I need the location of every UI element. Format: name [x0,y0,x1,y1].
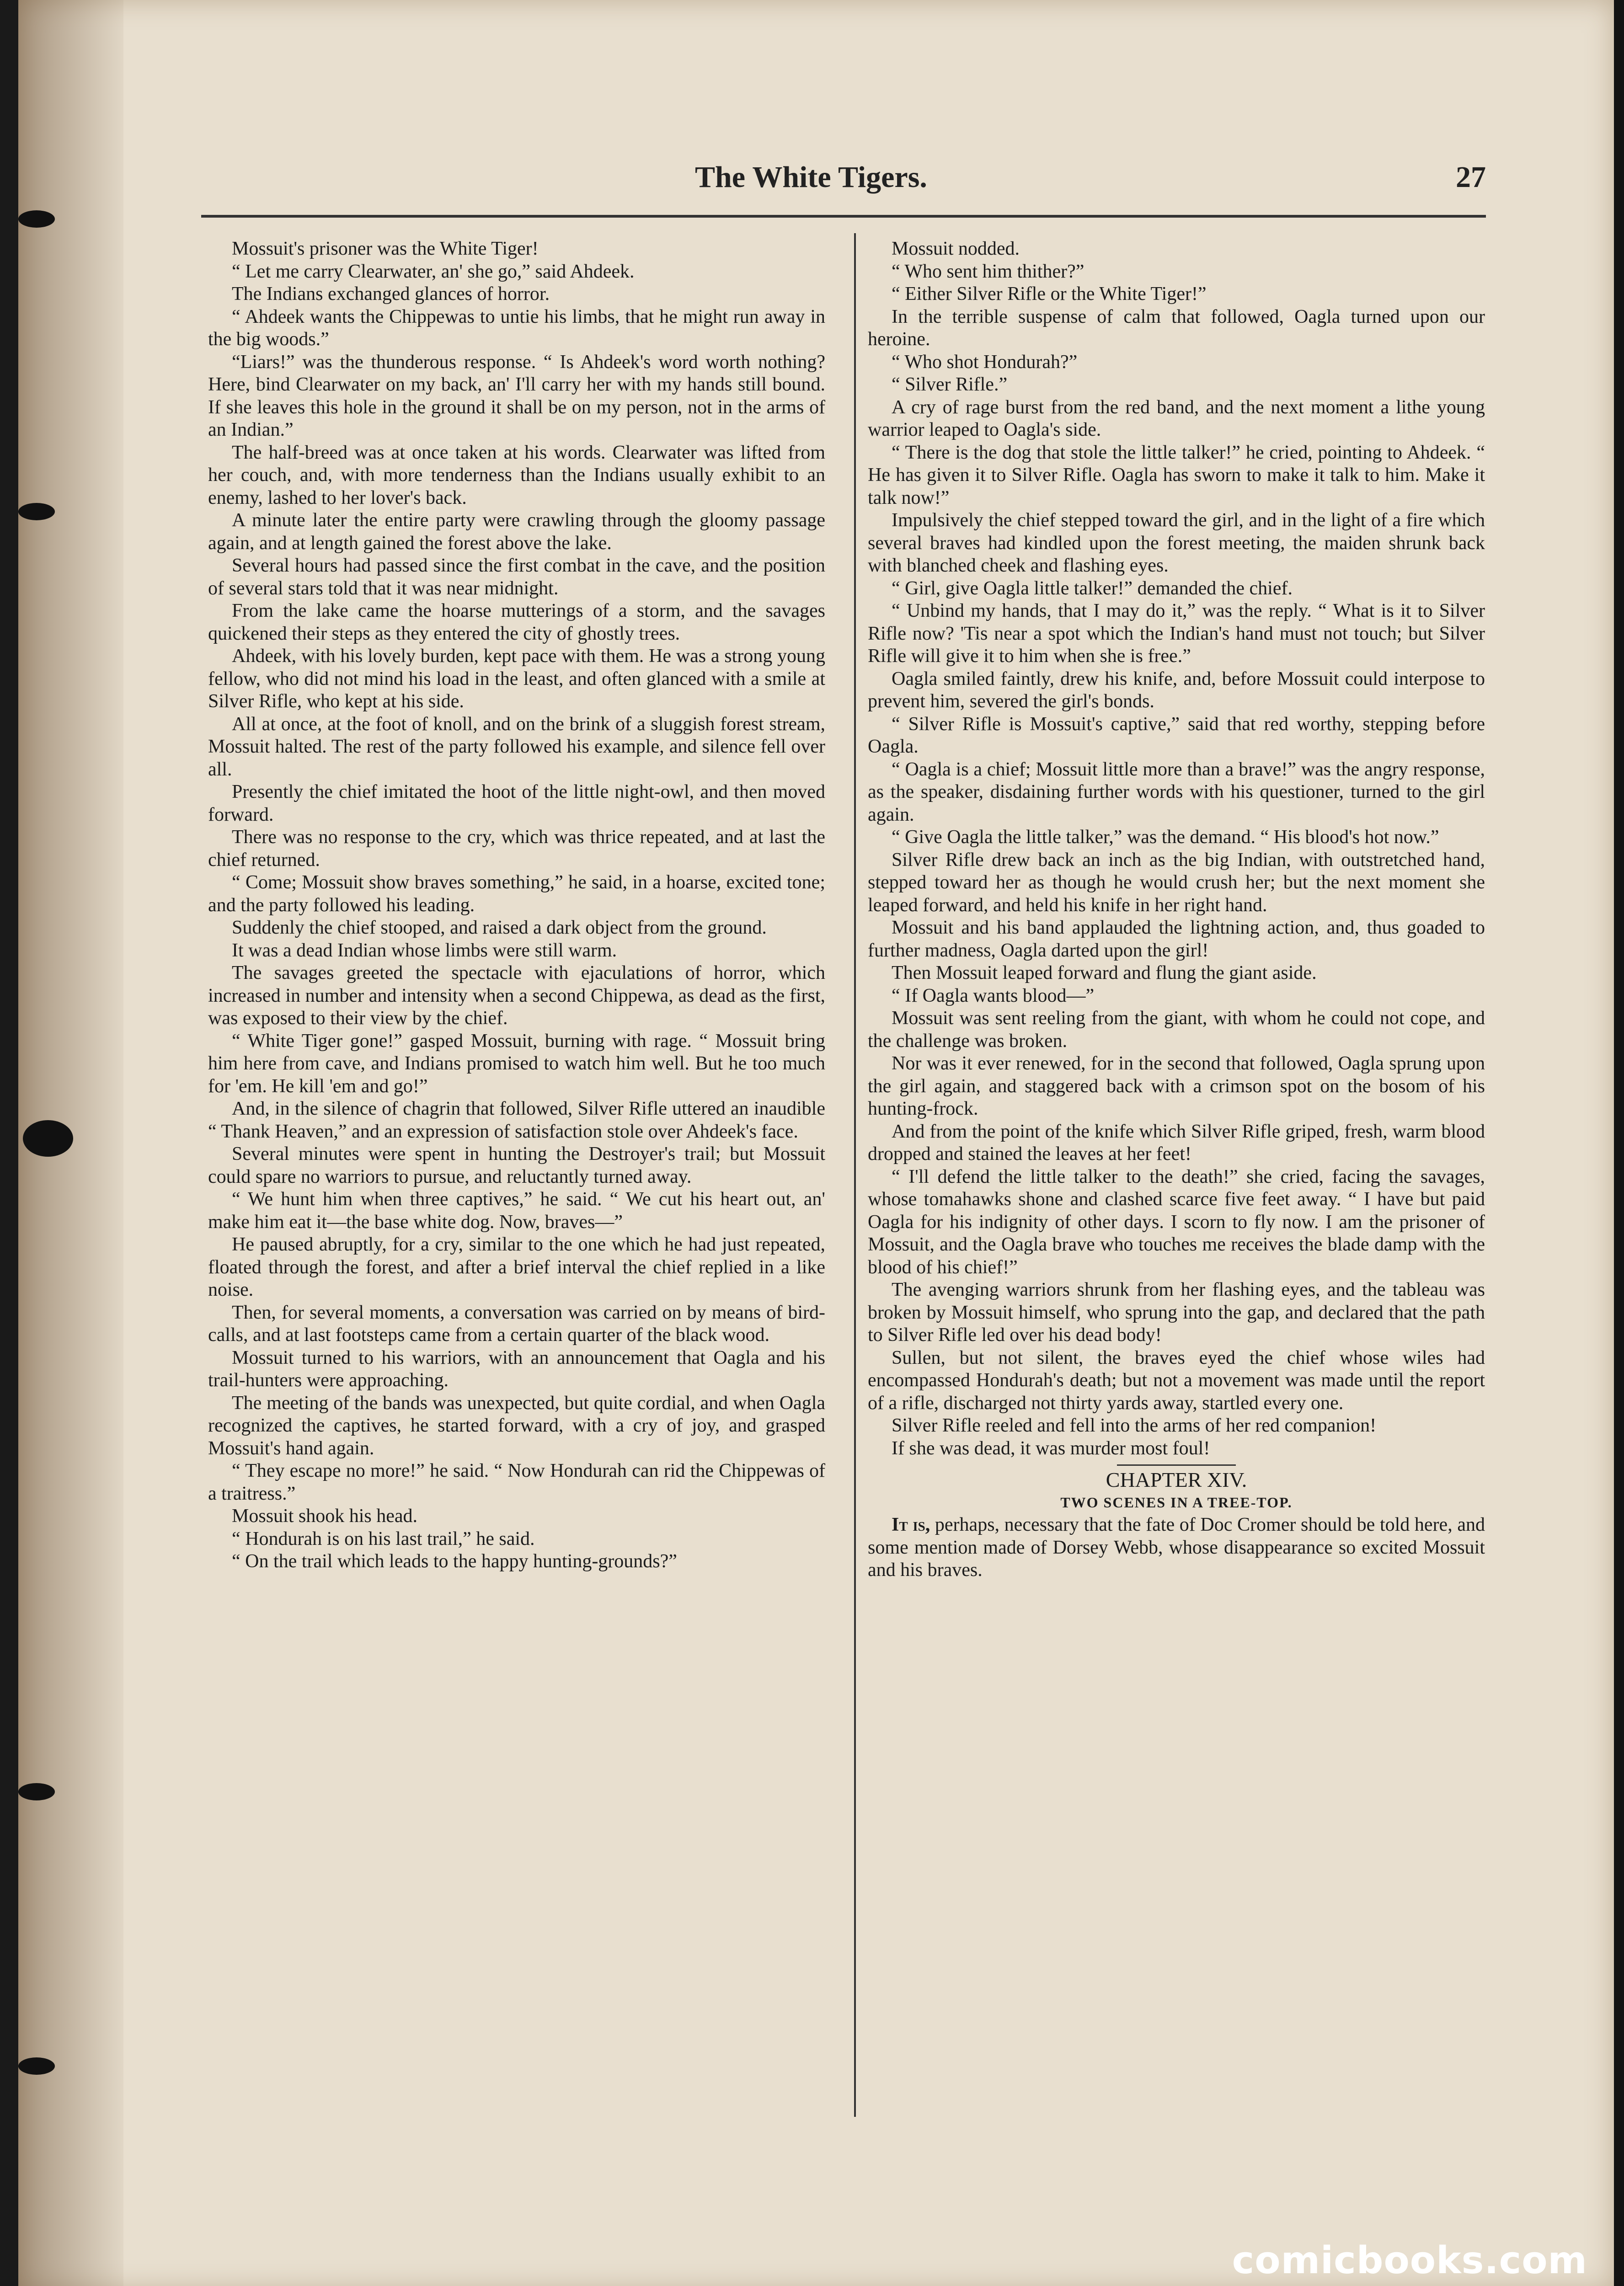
paragraph: A cry of rage burst from the red band, and the next moment a lithe young warrior leaped to Oagla's side. [868,396,1485,440]
header-rule [201,215,1486,218]
paragraph: He paused abruptly, for a cry, similar to the one which he had just repeated, floated through the forest, and after a brief interval the chief replied in a like noise. [208,1234,825,1300]
paragraph: “ Either Silver Rifle or the White Tiger!” [892,283,1207,304]
paragraph: Silver Rifle drew back an inch as the big Indian, with outstretched hand, stepped toward her as though he would crush her; but the next moment she leaped forward, and held his knife in her right hand. [868,849,1485,916]
paragraph: “ I'll defend the little talker to the death!” she cried, facing the savages, whose tomahawks shone and clashed scarce five feet away. “ I have but paid Oagla for his indignity of other days. I scorn to fly now. I am the prisoner of Mossuit, and the Oagla brave who touches me receives the blade damp with the blood of his chief!” [868,1166,1485,1278]
paragraph: A minute later the entire party were crawling through the gloomy passage again, and at length gained the forest above the lake. [208,510,825,554]
paragraph: Mossuit and his band applauded the lightning action, and, thus goaded to further madness, Oagla darted upon the girl! [868,917,1485,961]
left-column [208,238,825,1573]
binding-hole [18,2057,55,2075]
paragraph: “ We hunt him when three captives,” he said. “ We cut his heart out, an' make him eat it—the base white dog. Now, braves—” [208,1189,825,1233]
paragraph: “ Ahdeek wants the Chippewas to untie his limbs, that he might run away in the big woods.” [208,306,825,350]
paragraph: If she was dead, it was murder most foul! [892,1437,1210,1459]
page-header [201,155,1486,206]
paragraph: Impulsively the chief stepped toward the girl, and in the light of a fire which several braves had kindled upon the forest meeting, the maiden shrunk back with blanched cheek and flashing eyes. [868,510,1485,576]
running-title: The White Tigers. [695,160,927,194]
paragraph: Mossuit turned to his warriors, with an announcement that Oagla and his trail-hunters were approaching. [208,1347,825,1391]
chapter-heading: CHAPTER XIV. [1106,1468,1247,1491]
watermark: comicbooks.com [1232,2239,1587,2282]
paragraph: “ Give Oagla the little talker,” was the demand. “ His blood's hot now.” [892,827,1439,848]
paragraph: In the terrible suspense of calm that followed, Oagla turned upon our heroine. [868,306,1485,350]
right-column [868,238,1485,1582]
paragraph: Then, for several moments, a conversation was carried on by means of bird-calls, and at last footsteps came from a certain quarter of the black wood. [208,1302,825,1346]
paragraph: “ Unbind my hands, that I may do it,” was the reply. “ What is it to Silver Rifle now? 'Tis near a spot which the Indian's hand must not touch; but Silver Rifle will give it to him when she is free.” [868,600,1485,667]
paragraph: Then Mossuit leaped forward and flung the giant aside. [892,962,1317,983]
paragraph: “ White Tiger gone!” gasped Mossuit, burning with rage. “ Mossuit bring him here from cave, and Indians promised to watch him well. But he too much for 'em. He kill 'em and go!” [208,1030,825,1097]
paragraph: Sullen, but not silent, the braves eyed the chief whose wiles had encompassed Hondurah's death; but not a movement was made until the report of a rifle, discharged not thirty yards away, startled every one. [868,1347,1485,1414]
paragraph: “ There is the dog that stole the little talker!” he cried, pointing to Ahdeek. “ He has given it to Silver Rifle. Oagla has sworn to make it talk to him. Make it talk now!” [868,442,1485,508]
paragraph: “ Oagla is a chief; Mossuit little more than a brave!” was the angry response, as the speaker, disdaining further words with his questioner, turned to the girl again. [868,758,1485,825]
paragraph: And from the point of the knife which Silver Rifle griped, fresh, warm blood dropped and stained the leaves at her feet! [868,1121,1485,1164]
paragraph: And, in the silence of chagrin that followed, Silver Rifle uttered an inaudible “ Thank Heaven,” and an expression of satisfaction stole over Ahdeek's face. [208,1098,825,1142]
paragraph: “ If Oagla wants blood—” [892,985,1095,1006]
page-number: 27 [1456,160,1486,194]
paragraph: Presently the chief imitated the hoot of the little night-owl, and then moved forward. [208,781,825,825]
binding-hole [23,1120,73,1157]
binding-hole [18,1783,55,1800]
chapter-rule [1117,1464,1236,1466]
chapter-first-words: It is, [892,1514,930,1535]
paragraph: Several minutes were spent in hunting the Destroyer's trail; but Mossuit could spare no warriors to pursue, and reluctantly turned away. [208,1143,825,1187]
paragraph: The meeting of the bands was unexpected, but quite cordial, and when Oagla recognized the captives, he started forward, with a cry of joy, and grasped Mossuit's hand again. [208,1392,825,1459]
chapter-opening-text: perhaps, necessary that the fate of Doc Cromer should be told here, and some mention made of Dorsey Webb, whose disappearance so excited Mossuit and his braves. [868,1514,1485,1581]
chapter-opening-paragraph [868,1514,1485,1582]
paragraph: “ Silver Rifle.” [892,374,1008,395]
paragraph: It was a dead Indian whose limbs were still warm. [232,940,617,961]
paragraph: “ Who sent him thither?” [892,261,1084,282]
paragraph: Ahdeek, with his lovely burden, kept pace with them. He was a strong young fellow, who did not mind his load in the least, and often glanced with a smile at Silver Rifle, who kept at his side. [208,646,825,712]
paragraph: The avenging warriors shrunk from her flashing eyes, and the tableau was broken by Mossuit himself, who sprung into the gap, and declared that the path to Silver Rifle led over his dead body! [868,1279,1485,1346]
paragraph: Mossuit nodded. [892,238,1020,259]
paragraph: Suddenly the chief stooped, and raised a dark object from the ground. [232,917,767,938]
paragraph: The Indians exchanged glances of horror. [232,283,550,304]
paragraph: “ Girl, give Oagla little talker!” demanded the chief. [892,577,1293,599]
paragraph: The savages greeted the spectacle with ejaculations of horror, which increased in number and intensity when a second Chippewa, as dead as the first, was exposed to their view by the chief. [208,962,825,1029]
paragraph: “ Come; Mossuit show braves something,” he said, in a hoarse, excited tone; and the party followed his leading. [208,872,825,916]
paragraph: Nor was it ever renewed, for in the second that followed, Oagla sprung upon the girl again, and staggered back with a crimson spot on the bosom of his hunting-frock. [868,1053,1485,1119]
paragraph: “ Let me carry Clearwater, an' she go,” said Ahdeek. [232,261,635,282]
paragraph: Mossuit's prisoner was the White Tiger! [232,238,539,259]
paragraph: Mossuit was sent reeling from the giant, with whom he could not cope, and the challenge was broken. [868,1008,1485,1052]
paragraph: Oagla smiled faintly, drew his knife, and, before Mossuit could interpose to prevent him, severed the girl's bonds. [868,668,1485,712]
column-divider [854,233,856,2117]
paragraph: All at once, at the foot of knoll, and on the brink of a sluggish forest stream, Mossuit halted. The rest of the party followed his example, and silence fell over all. [208,713,825,780]
paragraph: “ Silver Rifle is Mossuit's captive,” said that red worthy, stepping before Oagla. [868,713,1485,757]
paragraph: “ Who shot Hondurah?” [892,351,1078,373]
paragraph: Silver Rifle reeled and fell into the arms of her red companion! [892,1415,1377,1436]
paragraph: “Liars!” was the thunderous response. “ Is Ahdeek's word worth nothing? Here, bind Clearwater on my back, an' I'll carry her with my hands still bound. If she leaves this hole in the ground it shall be on my person, not in the arms of an Indian.” [208,351,825,440]
paragraph: There was no response to the cry, which was thrice repeated, and at last the chief returned. [208,827,825,871]
paragraph: “ On the trail which leads to the happy hunting-grounds?” [232,1551,677,1572]
paragraph: From the lake came the hoarse mutterings of a storm, and the savages quickened their steps as they entered the city of ghostly trees. [208,600,825,644]
paragraph: “ Hondurah is on his last trail,” he said. [232,1528,535,1549]
paragraph: “ They escape no more!” he said. “ Now Hondurah can rid the Chippewas of a traitress.” [208,1460,825,1504]
binding-hole [18,503,55,520]
paragraph: Mossuit shook his head. [232,1506,418,1527]
paragraph: Several hours had passed since the first combat in the cave, and the position of several stars told that it was near midnight. [208,555,825,599]
paragraph: The half-breed was at once taken at his words. Clearwater was lifted from her couch, and, with more tenderness than the Indians usually exhibit to an enemy, lashed to her lover's back. [208,442,825,508]
binding-hole [18,210,55,228]
chapter-subtitle: TWO SCENES IN A TREE-TOP. [1060,1494,1293,1511]
